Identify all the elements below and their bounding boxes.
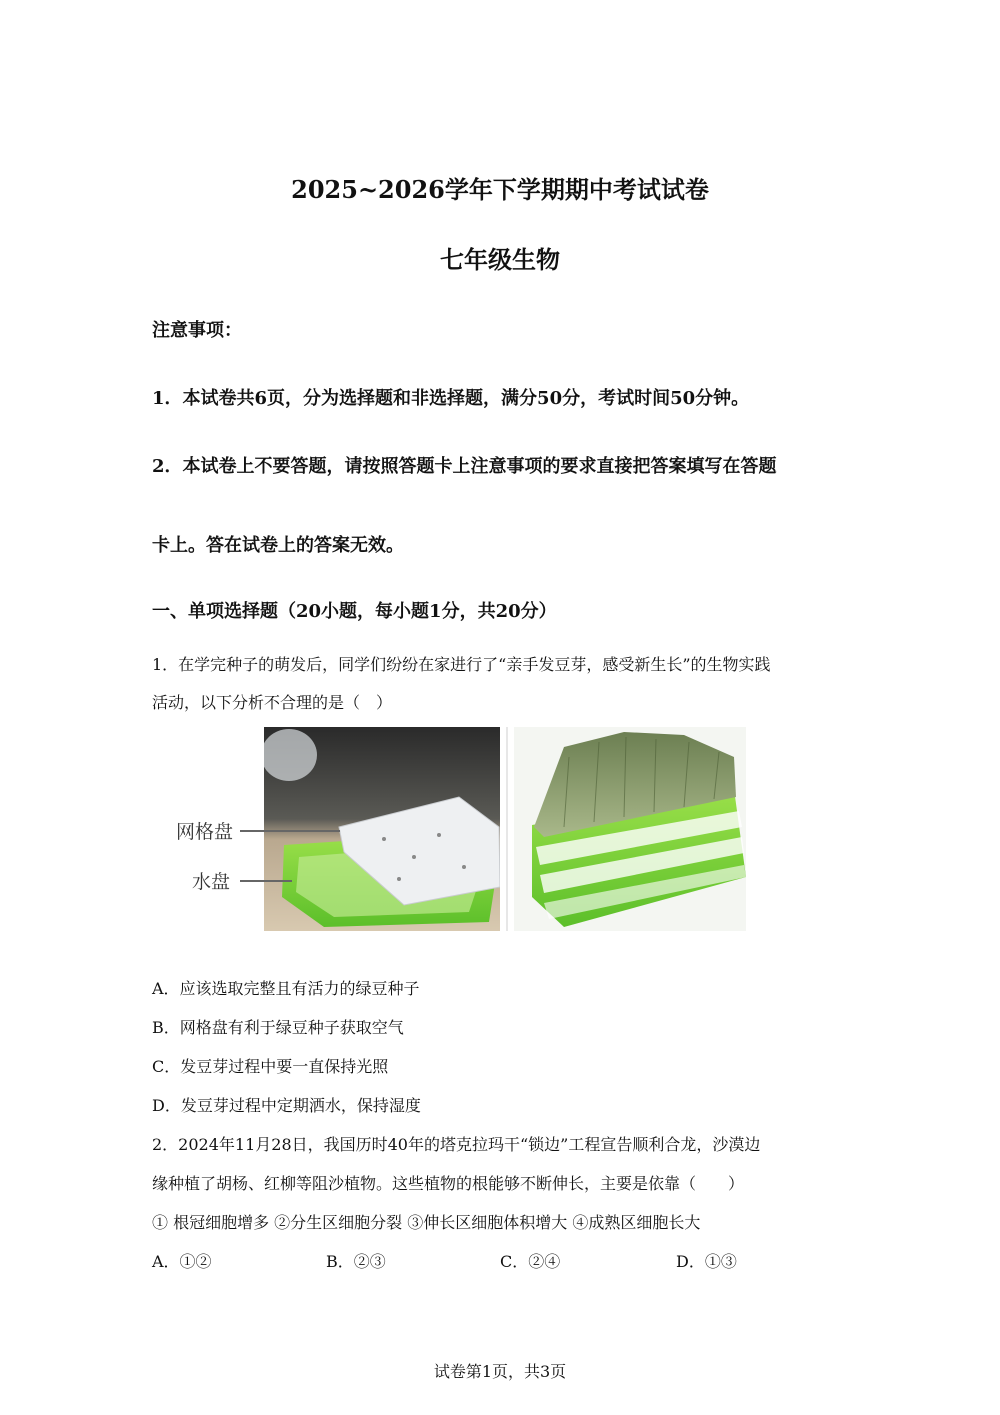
leader-line-grid [240, 830, 340, 832]
q1-option-b: B．网格盘有利于绿豆种子获取空气 [152, 1018, 404, 1037]
sprout-tray-figure [176, 727, 746, 931]
q2-option-c: C．②④ [500, 1252, 561, 1271]
notice-item-2-line2: 卡上。答在试卷上的答案无效。 [152, 535, 404, 556]
q2-option-a: A．①② [152, 1252, 212, 1271]
exam-subtitle: 七年级生物 [440, 245, 560, 274]
exam-title: 2025~2026学年下学期期中考试试卷 [291, 175, 709, 204]
label-water-tray: 水盘 [192, 871, 231, 893]
q1-stem-line2: 活动，以下分析不合理的是（ ） [152, 693, 393, 712]
leader-line-water [240, 880, 292, 882]
sprout-tray-illustration [264, 727, 746, 931]
q1-option-a: A．应该选取完整且有活力的绿豆种子 [152, 979, 420, 998]
notice-item-2-line1: 2．本试卷上不要答题，请按照答题卡上注意事项的要求直接把答案填写在答题 [152, 456, 777, 477]
page-footer: 试卷第1页，共3页 [433, 1362, 567, 1381]
q2-option-d: D．①③ [676, 1252, 737, 1271]
notice-heading: 注意事项： [152, 320, 242, 341]
q1-stem-line1: 1．在学完种子的萌发后，同学们纷纷在家进行了“亲手发豆芽，感受新生长”的生物实践 [152, 655, 771, 674]
notice-item-1: 1．本试卷共6页，分为选择题和非选择题，满分50分，考试时间50分钟。 [152, 388, 750, 409]
section-heading: 一、单项选择题（20小题，每小题1分，共20分） [152, 601, 557, 622]
q2-stem-line2: 缘种植了胡杨、红柳等阻沙植物。这些植物的根能够不断伸长，主要是依靠（ ） [152, 1174, 745, 1193]
q1-option-c: C．发豆芽过程中要一直保持光照 [152, 1057, 389, 1076]
q1-option-d: D．发豆芽过程中定期洒水，保持湿度 [152, 1096, 421, 1115]
q2-option-b: B．②③ [326, 1252, 386, 1271]
q2-statements: ① 根冠细胞增多 ②分生区细胞分裂 ③伸长区细胞体积增大 ④成熟区细胞长大 [152, 1213, 701, 1232]
q2-stem-line1: 2．2024年11月28日，我国历时40年的塔克拉玛干“锁边”工程宣告顺利合龙，沙漠边 [152, 1135, 761, 1154]
label-grid-tray: 网格盘 [176, 821, 234, 843]
